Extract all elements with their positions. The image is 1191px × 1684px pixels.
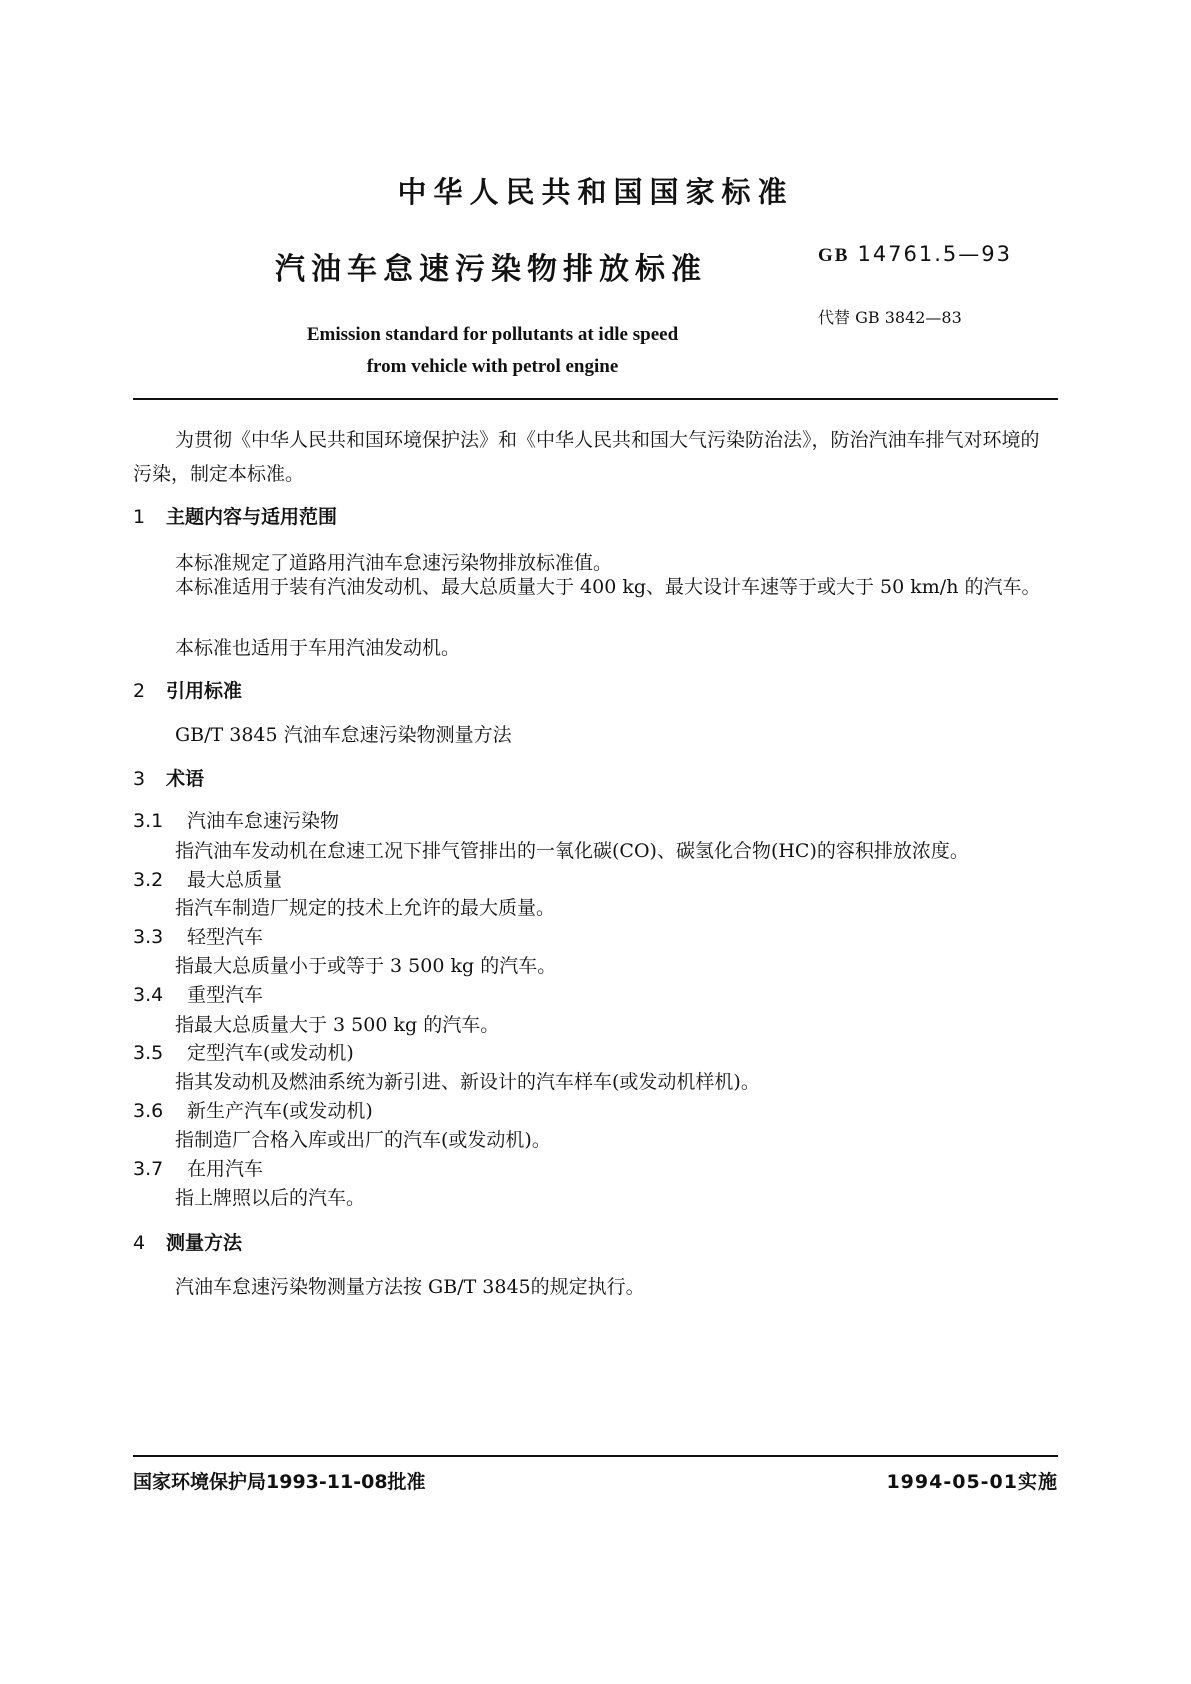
term-3-5-definition: 指其发动机及燃油系统为新引进、新设计的汽车样车(或发动机样机)。 — [175, 1071, 760, 1093]
term-name: 最大总质量 — [187, 869, 283, 891]
term-number: 3.6 — [133, 1100, 164, 1122]
term-number: 3.4 — [133, 984, 164, 1006]
term-name: 在用汽车 — [187, 1158, 264, 1180]
approval-date: 国家环境保护局1993-11-08批准 — [133, 1471, 426, 1493]
intro-paragraph: 为贯彻《中华人民共和国环境保护法》和《中华人民共和国大气污染防治法》，防治汽油车排气对环境的污染，制定本标准。 — [133, 429, 1040, 485]
term-3-7-definition: 指上牌照以后的汽车。 — [175, 1187, 366, 1209]
term-3-6-definition: 指制造厂合格入库或出厂的汽车(或发动机)。 — [175, 1129, 551, 1151]
term-name: 汽油车怠速污染物 — [187, 810, 340, 832]
term-3-4-definition: 指最大总质量大于 3 500 kg 的汽车。 — [175, 1014, 500, 1036]
term-3-4 — [133, 980, 263, 1007]
term-3-1-definition: 指汽油车发动机在怠速工况下排气管排出的一氧化碳(CO)、碳氢化合物(HC)的容积排放浓度。 — [175, 840, 969, 862]
standard-code-prefix: GB — [818, 245, 850, 266]
standard-code-number: 14761.5—93 — [857, 242, 1013, 266]
term-3-6 — [133, 1096, 373, 1123]
document-title-en — [0, 319, 985, 383]
header-divider — [133, 398, 1058, 400]
term-3-2-definition: 指汽车制造厂规定的技术上允许的最大质量。 — [175, 897, 556, 919]
section-1-paragraph-2: 本标准适用于装有汽油发动机、最大总质量大于 400 kg、最大设计车速等于或大于 50 km/h 的汽车。 — [175, 576, 1041, 598]
term-3-3-definition: 指最大总质量小于或等于 3 500 kg 的汽车。 — [175, 955, 557, 977]
section-3-title: 术语 — [166, 768, 205, 790]
title-en-line-2: from vehicle with petrol engine — [366, 356, 619, 377]
section-1-number: 1 — [133, 506, 146, 528]
section-1-heading — [133, 502, 337, 529]
replaces-note: 代替 GB 3842—83 — [818, 308, 962, 327]
section-3-heading — [133, 764, 204, 791]
term-name: 新生产汽车(或发动机) — [187, 1100, 373, 1122]
standard-code — [818, 242, 1012, 267]
section-4-title: 测量方法 — [166, 1232, 243, 1254]
term-name: 轻型汽车 — [187, 926, 264, 948]
reference-standard: GB/T 3845 汽油车怠速污染物测量方法 — [175, 724, 512, 746]
section-1-paragraph-3: 本标准也适用于车用汽油发动机。 — [175, 637, 461, 659]
title-en-line-1: Emission standard for pollutants at idle speed — [306, 324, 679, 345]
term-number: 3.2 — [133, 869, 164, 891]
section-4-number: 4 — [133, 1232, 146, 1254]
term-3-2 — [133, 865, 282, 892]
term-number: 3.5 — [133, 1042, 164, 1064]
term-number: 3.3 — [133, 926, 164, 948]
document-title-cn: 汽油车怠速污染物排放标准 — [275, 252, 707, 287]
section-3-number: 3 — [133, 768, 146, 790]
footer-divider — [133, 1455, 1058, 1457]
effective-date: 1994-05-01实施 — [886, 1471, 1058, 1493]
section-2-heading — [133, 676, 242, 703]
term-3-3 — [133, 922, 263, 949]
term-name: 定型汽车(或发动机) — [187, 1042, 354, 1064]
term-3-5 — [133, 1038, 354, 1065]
section-4-paragraph-1: 汽油车怠速污染物测量方法按 GB/T 3845的规定执行。 — [175, 1276, 645, 1298]
term-number: 3.1 — [133, 810, 164, 832]
term-3-7 — [133, 1154, 263, 1181]
section-1-title: 主题内容与适用范围 — [166, 506, 338, 528]
section-1-paragraph-1: 本标准规定了道路用汽油车怠速污染物排放标准值。 — [175, 552, 613, 574]
section-2-title: 引用标准 — [166, 680, 243, 702]
term-name: 重型汽车 — [187, 984, 264, 1006]
section-4-heading — [133, 1228, 242, 1255]
national-standard-heading: 中华人民共和国国家标准 — [397, 175, 794, 209]
section-2-number: 2 — [133, 680, 146, 702]
term-3-1 — [133, 806, 339, 833]
term-number: 3.7 — [133, 1158, 164, 1180]
